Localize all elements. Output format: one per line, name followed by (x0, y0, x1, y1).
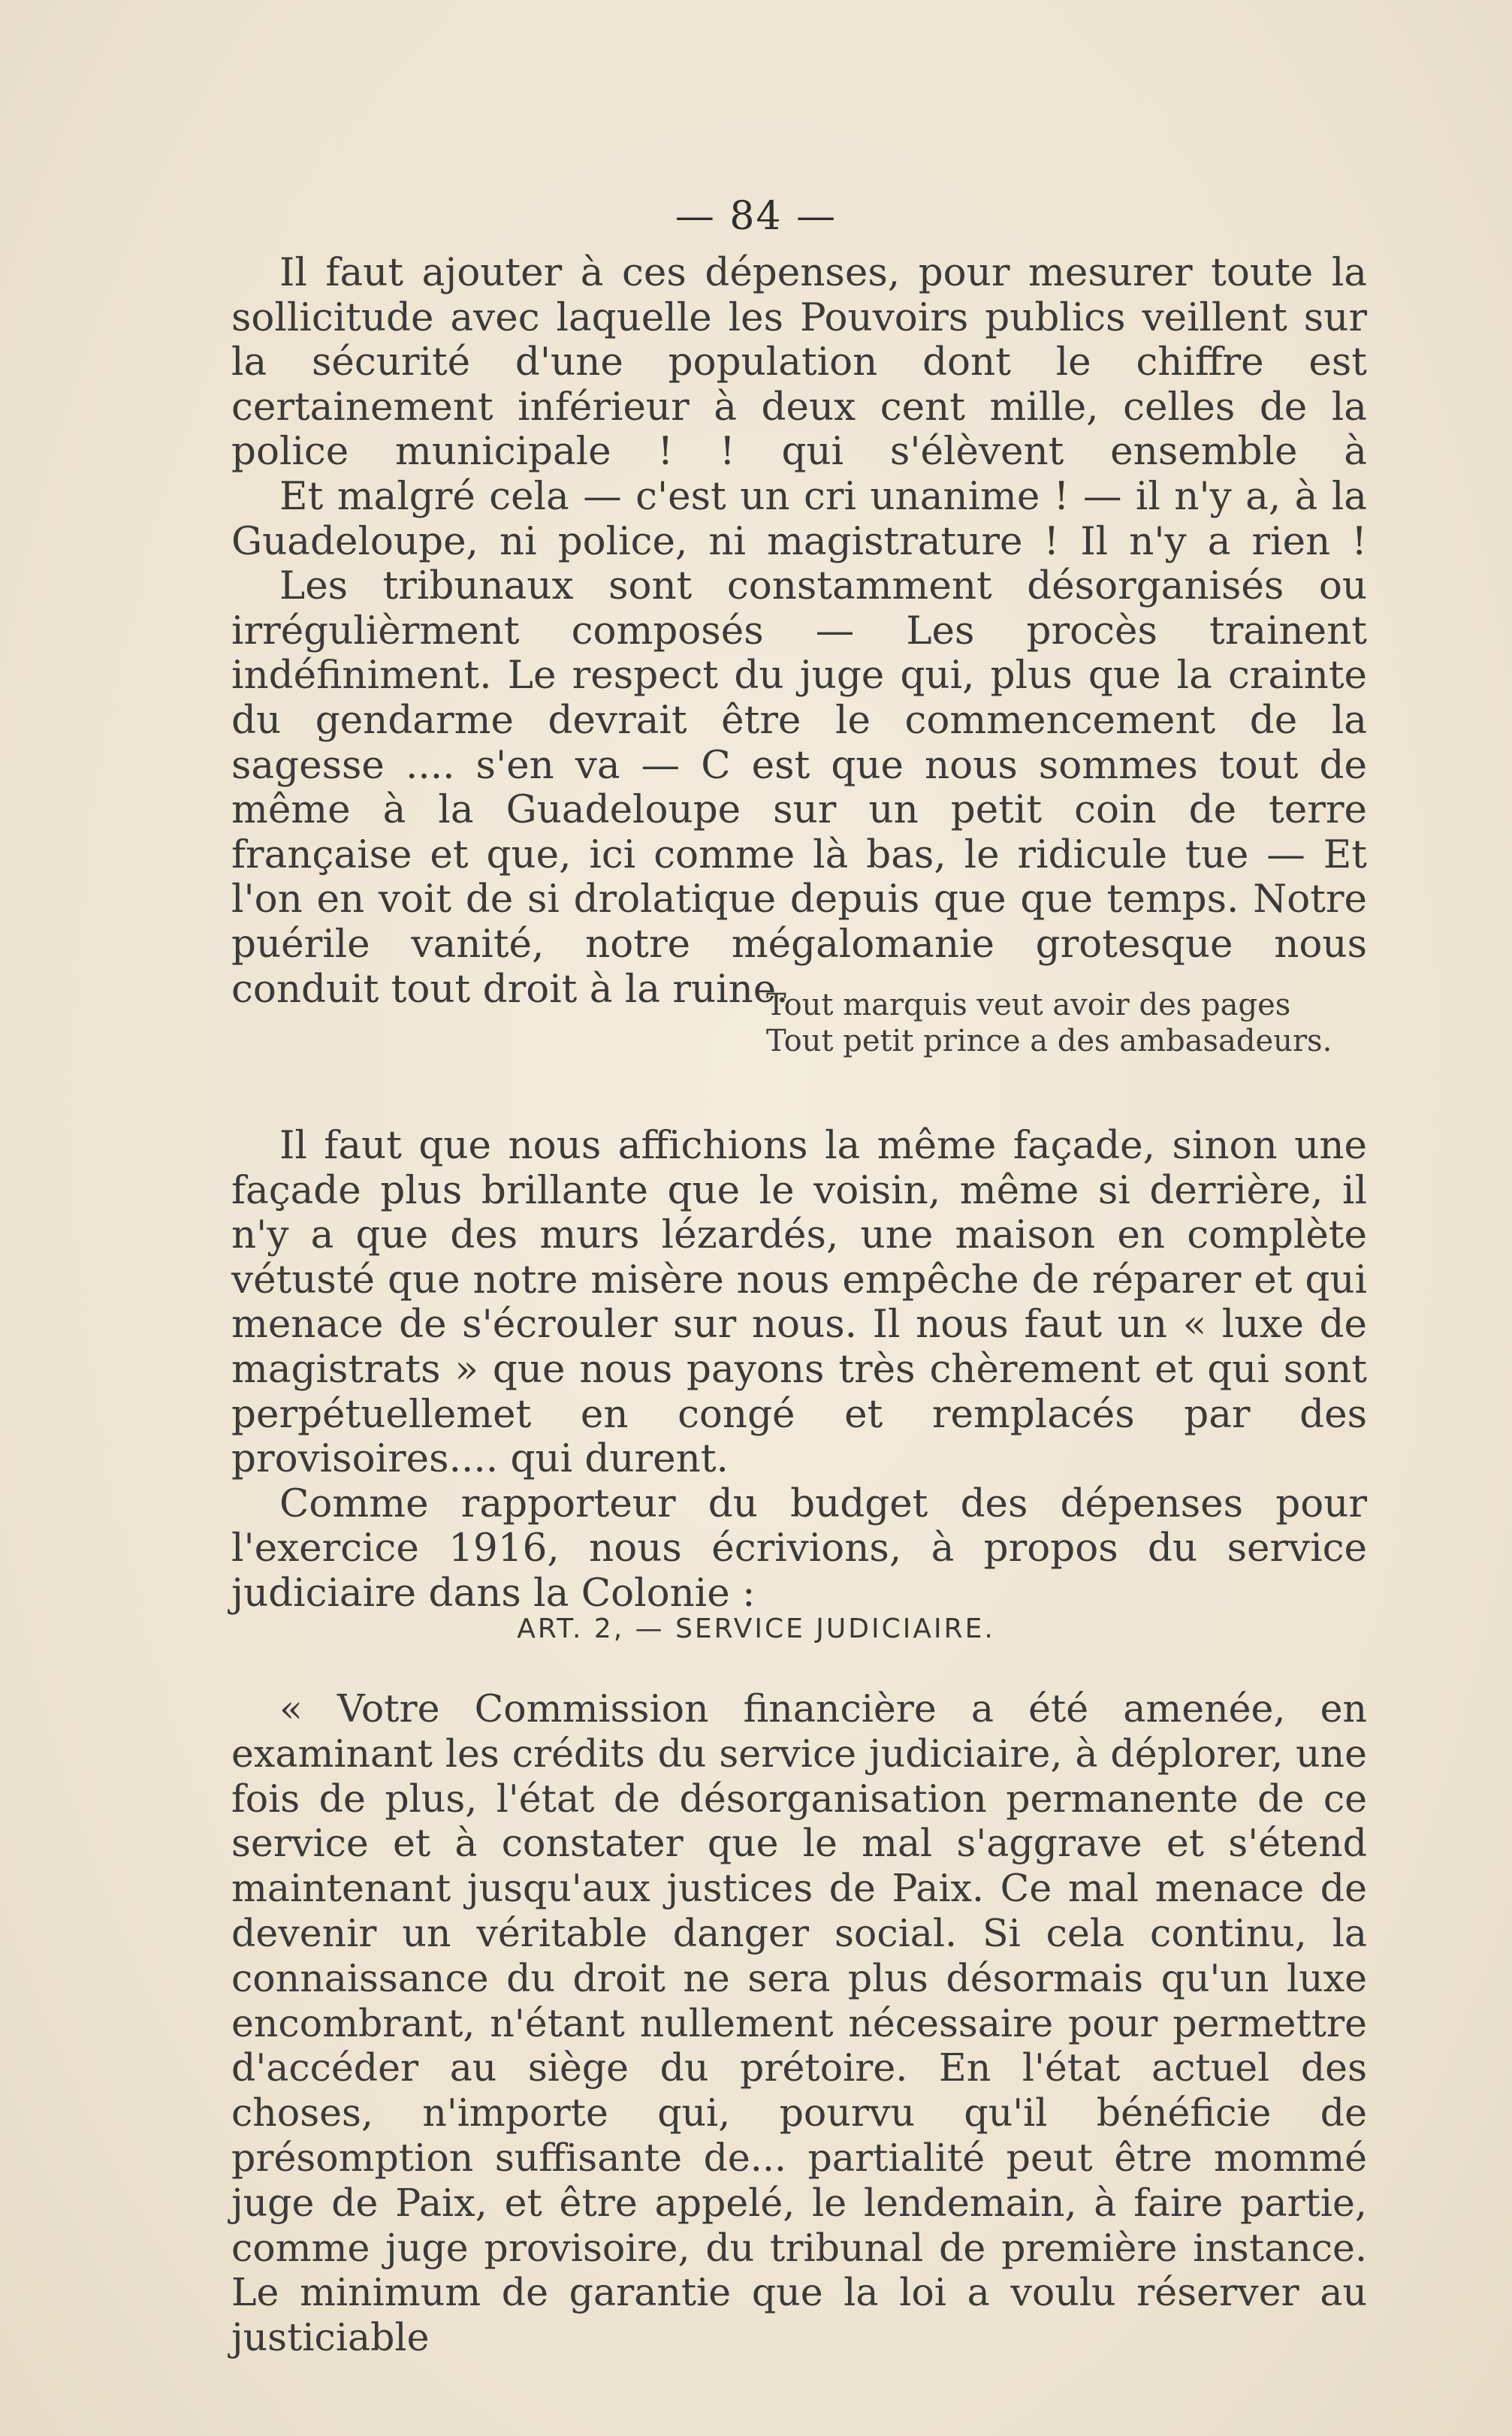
paragraph: « Votre Commission financière a été amenée, en examinant les crédits du service judiciaire, à déplorer, une fois de plus, l'état de désorganisation permanente de ce service et à constater que le mal s'aggrave et s'étend maintenant jusqu'aux justices de Paix. Ce mal menace de devenir un véritable danger social. Si cela continu, la connaissance du droit ne sera plus désormais qu'un luxe encombrant, n'étant nullement nécessaire pour permettre d'accéder au siège du prétoire. En l'état actuel des choses, n'importe qui, pourvu qu'il bénéficie de présomption suffisante de... partialité peut être mommé juge de Paix, et être appelé, le lendemain, à faire partie, comme juge provisoire, du tribunal de première instance. Le minimum de garantie que la loi a voulu réserver au justiciable (231, 1686, 1367, 2360)
verse-quote (766, 987, 1382, 1059)
paragraph: Il faut que nous affichions la même façade, sinon une façade plus brillante que le voisin, même si derrière, il n'y a que des murs lézardés, une maison en complète vétusté que notre misère nous empêche de réparer et qui menace de s'écrouler sur nous. Il nous faut un « luxe de magistrats » que nous payons très chèrement et qui sont perpétuellemet en congé et remplacés par des provisoires.... qui durent. (231, 1123, 1367, 1482)
body-section-1 (231, 251, 1367, 1012)
paragraph: Et malgré cela — c'est un cri unanime ! — il n'y a, à la Guadeloupe, ni police, ni magistrature ! Il n'y a rien ! (231, 473, 1367, 564)
page-number: — 84 — (675, 194, 837, 239)
paragraph: Les tribunaux sont constamment désorganisés ou irrégulièrment composés — Les procès trainent indéfiniment. Le respect du juge qui, plus que la crainte du gendarme devrait être le commencement de la sagesse .... s'en va — C est que nous sommes tout de même à la Guadeloupe sur un petit coin de terre française et que, ici comme là bas, le ridicule tue — Et l'on en voit de si drolatique depuis que que temps. Notre puérile vanité, notre mégalomanie grotesque nous conduit tout droit à la ruine. (231, 563, 1367, 1012)
body-section-2 (231, 1124, 1367, 1616)
verse-line: Tout petit prince a des ambasadeurs. (766, 1024, 1332, 1058)
article-heading: ART. 2, — SERVICE JUDICIAIRE. (517, 1613, 995, 1644)
paragraph: Comme rapporteur du budget des dépenses pour l'exercice 1916, nous écrivions, à propos du service judiciaire dans la Colonie : (231, 1481, 1367, 1616)
body-section-3 (231, 1686, 1367, 2360)
paragraph: Il faut ajouter à ces dépenses, pour mesurer toute la sollicitude avec laquelle les Pouvoirs publics veillent sur la sécurité d'une population dont le chiffre est certainement inférieur à deux cent mille, celles de la police municipale ! ! qui s'élèvent ensemble à (231, 250, 1367, 475)
verse-line: Tout marquis veut avoir des pages (766, 988, 1291, 1022)
